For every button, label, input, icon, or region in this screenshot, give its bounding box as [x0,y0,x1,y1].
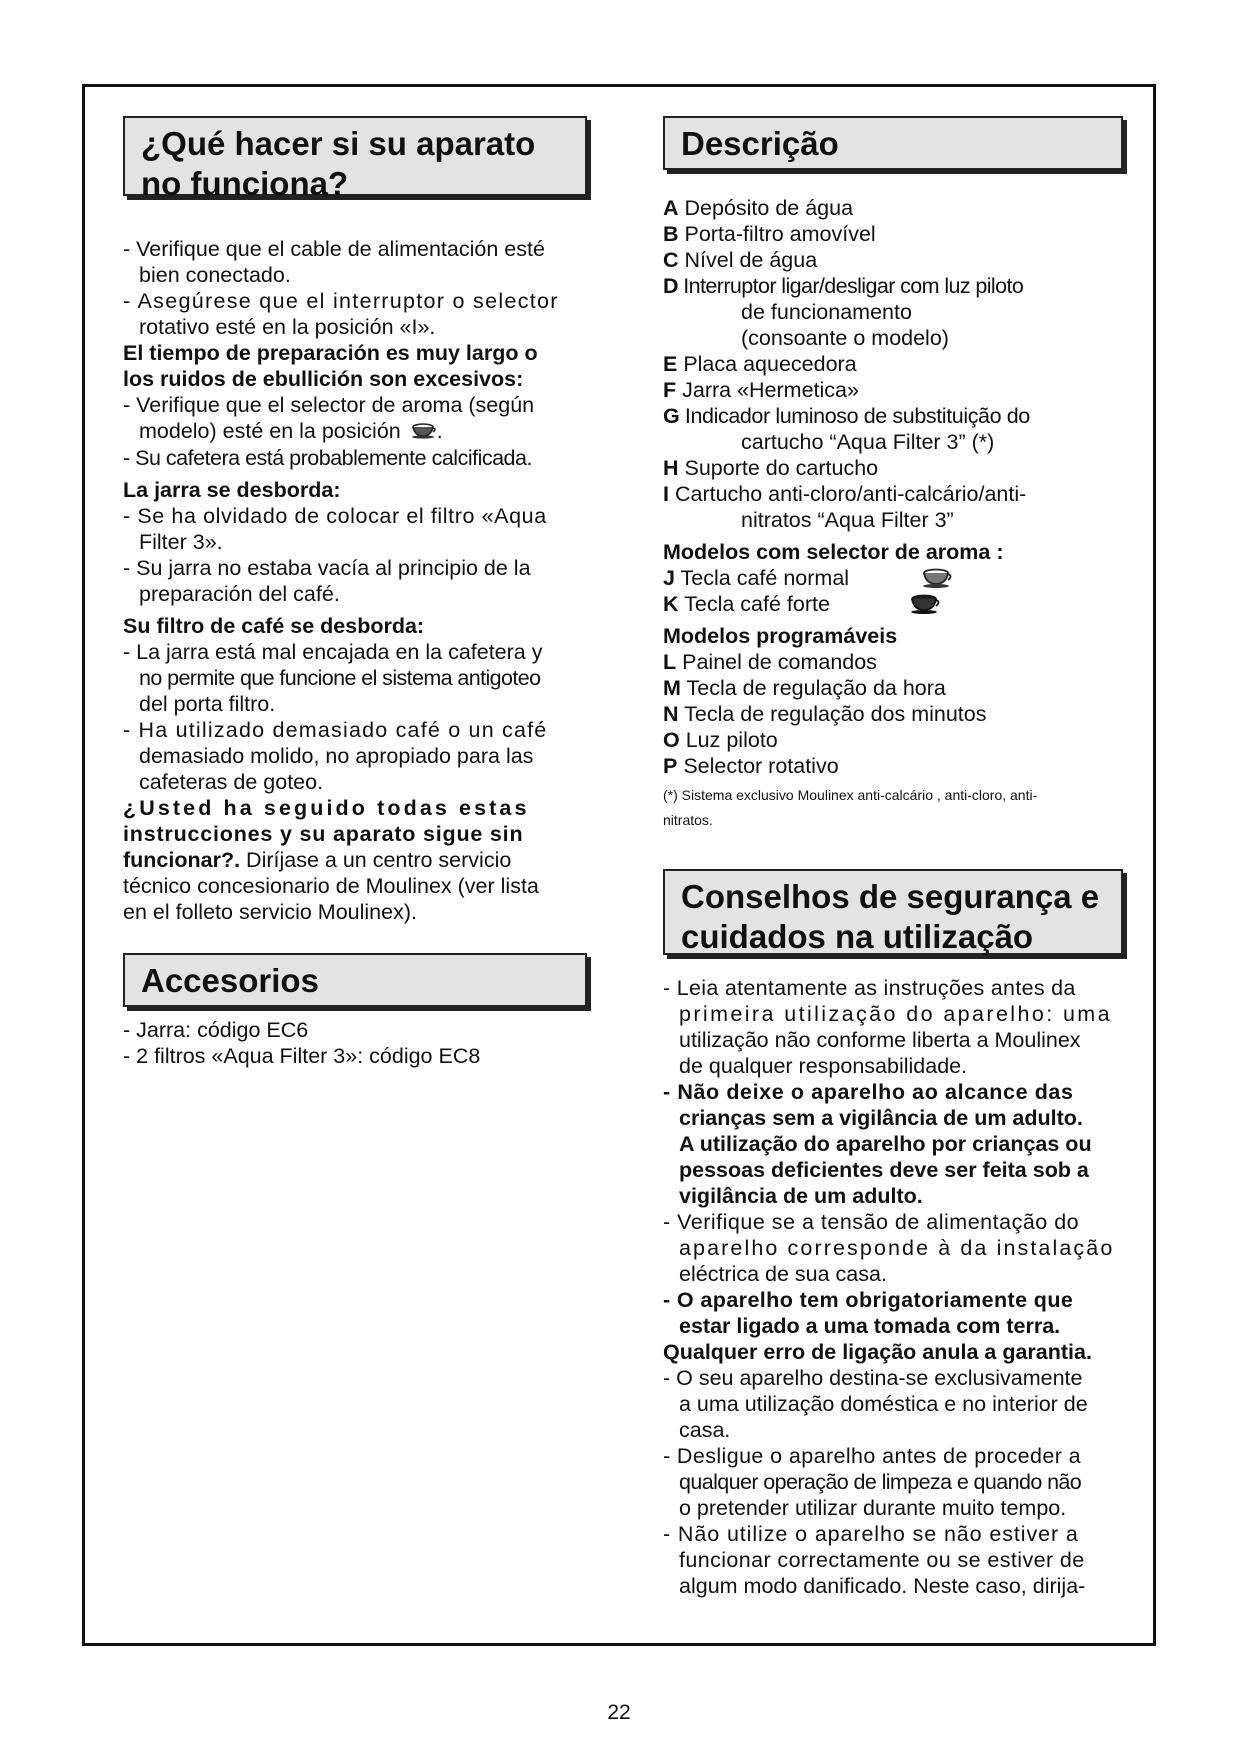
bold-line: La jarra se desborda: [123,478,341,503]
bold-span: funcionar?. [123,848,241,873]
text-line: - Leia atentamente as instruções antes da [663,976,1076,1000]
text-line: - Su jarra no estaba vacía al principio de la [123,556,531,581]
bold-line: ¿Usted ha seguido todas estas [123,796,530,821]
text-line: cafeteras de goteo. [139,770,324,795]
item-letter: I [663,482,669,506]
item-text: Placa aquecedora [677,352,857,376]
list-item [663,565,1133,591]
troubleshooting-body [123,236,595,925]
item-letter: O [663,728,680,752]
item-letter: A [663,196,679,220]
text-line: aparelho corresponde à da instalação [679,1236,1115,1260]
item-letter: N [663,702,679,726]
item-text: Suporte do cartucho [678,456,879,480]
coffee-cup-strong-icon [909,591,941,621]
item-continuation: cartucho “Aqua Filter 3” (*) [741,430,995,454]
list-item [663,481,1133,507]
list-item [663,403,1133,429]
bold-line: Qualquer erro de ligação anula a garantia. [663,1340,1092,1364]
subheading: Modelos programáveis [663,624,898,648]
page-frame [82,84,1156,1724]
text-line: algum modo danificado. Neste caso, dirija- [679,1574,1086,1598]
text-line: utilização não conforme liberta a Moulinex [679,1028,1081,1052]
text-line: primeira utilização do aparelho: uma [679,1002,1112,1026]
text-line: - Verifique se a tensão de alimentação do [663,1210,1080,1234]
bold-line: estar ligado a uma tomada com terra. [679,1314,1061,1338]
text-line: funcionar correctamente ou se estiver de [679,1548,1085,1572]
bold-line: crianças sem a vigilância de um adulto. [679,1106,1083,1130]
safety-heading [663,869,1123,955]
item-letter: D [663,274,678,298]
heading-line: ¿Qué hacer si su aparato [141,125,536,162]
list-item: - 2 filtros «Aqua Filter 3»: código EC8 [123,1044,481,1068]
bold-line: pessoas deficientes deve ser feita sob a [679,1158,1089,1182]
text-line: - Asegúrese que el interruptor o selector [123,289,559,313]
item-letter: H [663,456,679,480]
list-item [663,273,1133,299]
item-text: Cartucho anti-cloro/anti-calcário/anti- [668,482,1027,506]
item-continuation: de funcionamento [741,300,912,324]
list-item [663,195,1133,221]
text-line: a uma utilização doméstica e no interior de [679,1392,1088,1416]
heading-line: cuidados na utilização [681,918,1034,955]
item-continuation: (consoante o modelo) [741,326,949,350]
list-item [663,591,1133,617]
list-item [663,455,1133,481]
item-text: Luz piloto [679,728,778,752]
text-line: Filter 3». [139,530,223,555]
bold-line: A utilização do aparelho por crianças ou [679,1132,1092,1156]
bold-line: El tiempo de preparación es muy largo o [123,341,538,365]
description-list [663,195,1133,833]
list-item [663,377,1133,403]
item-letter: G [663,404,680,428]
text-line: eléctrica de sua casa. [679,1262,887,1286]
text-line: no permite que funcione el sistema antigoteo [139,666,541,691]
item-letter: P [663,754,678,778]
bold-line: instrucciones y su aparato sigue sin [123,822,524,847]
list-item [663,247,1133,273]
bold-line: los ruidos de ebullición son excesivos: [123,367,524,391]
item-continuation: nitratos “Aqua Filter 3” [741,508,954,532]
text-line: del porta filtro. [139,692,276,717]
list-item [663,727,1133,753]
list-item [663,351,1133,377]
subheading: Modelos com selector de aroma : [663,540,1004,564]
list-item [663,649,1133,675]
item-text: Tecla café normal [674,566,850,590]
description-heading: Descrição [663,116,1123,170]
text-line: bien conectado. [139,263,291,287]
item-text: Nível de água [678,248,818,272]
text-line [123,847,595,873]
text-line: rotativo esté en la posición «I». [139,315,436,339]
accessories-heading: Accesorios [123,953,587,1007]
text-line: - La jarra está mal encajada en la cafetera y [123,640,543,665]
item-letter: B [663,222,679,246]
heading-line: no funciona? [141,165,349,202]
footnote: nitratos. [663,812,713,828]
list-item [663,221,1133,247]
item-text: Selector rotativo [677,754,839,778]
item-letter: F [663,378,677,402]
item-letter: C [663,248,679,272]
text-line: - Se ha olvidado de colocar el filtro «Aqua [123,504,547,529]
item-letter: M [663,676,681,700]
page-number: 22 [607,1701,631,1724]
item-letter: L [663,650,677,674]
item-text: Interruptor ligar/desligar com luz piloto [677,274,1024,298]
item-text: Tecla café forte [678,592,830,616]
list-item: - Jarra: código EC6 [123,1018,309,1042]
text-line: de qualquer responsabilidade. [679,1054,968,1078]
bold-line: - Não deixe o aparelho ao alcance das [663,1080,1074,1104]
text-line: - Verifique que el cable de alimentación esté [123,237,545,261]
item-text: Depósito de água [678,196,854,220]
text-line: - Ha utilizado demasiado café o un café [123,718,548,743]
bold-line: vigilância de um adulto. [679,1184,923,1208]
safety-body [663,975,1133,1599]
item-text: Porta-filtro amovível [678,222,876,246]
text-line: en el folleto servicio Moulinex). [123,900,417,925]
text-span: Diríjase a un centro servicio [240,848,512,873]
coffee-cup-icon [411,419,437,445]
text-line: preparación del café. [139,582,340,607]
item-text: Painel de comandos [676,650,877,674]
text-line: casa. [679,1418,731,1442]
text-line: - Su cafetera está probablemente calcificada. [123,446,532,471]
bold-line: Su filtro de café se desborda: [123,614,425,639]
bold-line: - O aparelho tem obrigatoriamente que [663,1288,1074,1312]
text-line: técnico concesionario de Moulinex (ver lista [123,874,539,899]
item-text: Tecla de regulação dos minutos [678,702,987,726]
text-line: - Verifique que el selector de aroma (según [123,393,535,417]
item-letter: K [663,592,679,616]
text-line: o pretender utilizar durante muito tempo. [679,1496,1067,1520]
text-line: - O seu aparelho destina-se exclusivamente [663,1366,1083,1390]
item-text: Indicador luminoso de substituição do [679,404,1030,428]
text-line: qualquer operação de limpeza e quando não [679,1470,1082,1494]
item-text: Tecla de regulação da hora [680,676,946,700]
list-item [663,753,1133,779]
footnote: (*) Sistema exclusivo Moulinex anti-calcário , anti-cloro, anti- [663,787,1038,803]
text-span: modelo) esté en la posición [139,419,401,443]
text-span: . [436,419,443,443]
list-item [663,675,1133,701]
accessories-list [123,1017,595,1069]
text-line: - Desligue o aparelho antes de proceder a [663,1444,1081,1468]
text-line: demasiado molido, no apropiado para las [139,744,534,769]
heading-line: Conselhos de segurança e [681,878,1100,915]
text-line [123,418,595,445]
troubleshooting-heading [123,116,587,202]
item-letter: E [663,352,678,376]
text-line: - Não utilize o aparelho se não estiver a [663,1522,1079,1546]
list-item [663,701,1133,727]
item-text: Jarra «Hermetica» [676,378,859,402]
item-letter: J [663,566,675,590]
